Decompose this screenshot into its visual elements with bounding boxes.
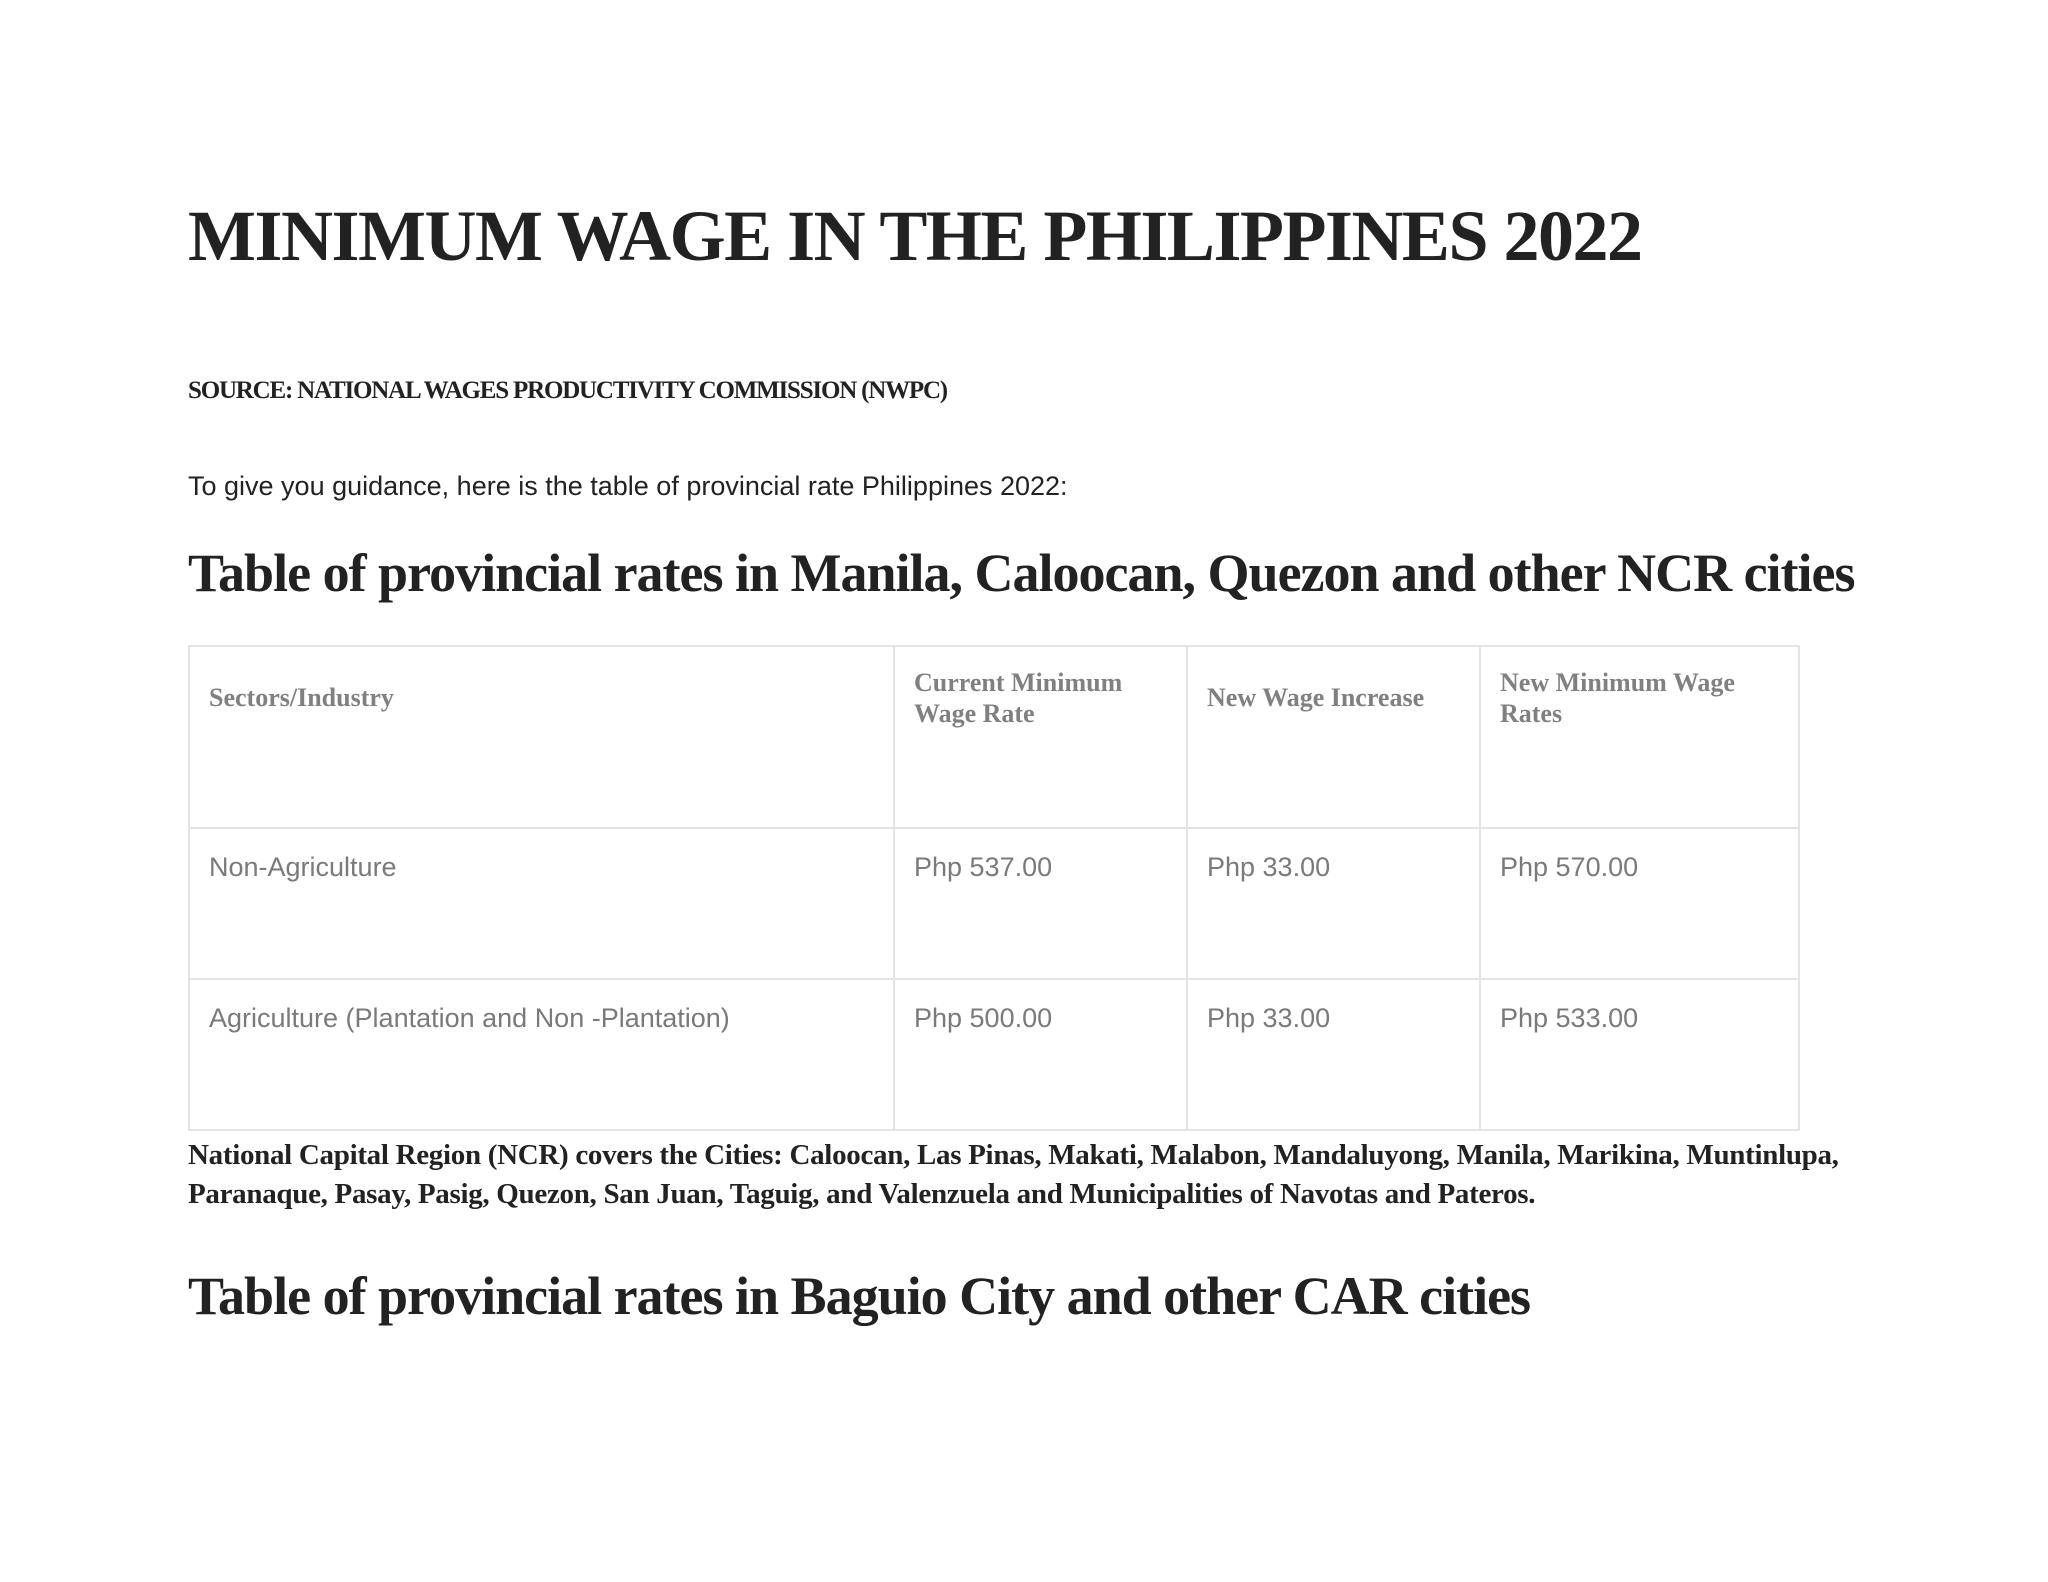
cell-new-rate: Php 570.00 xyxy=(1480,828,1799,979)
page-title: MINIMUM WAGE IN THE PHILIPPINES 2022 xyxy=(188,196,1642,276)
table-row xyxy=(189,828,1799,979)
table-header-row xyxy=(189,646,1799,828)
source-line: SOURCE: NATIONAL WAGES PRODUCTIVITY COMMISSION (NWPC) xyxy=(188,377,947,404)
intro-paragraph: To give you guidance, here is the table of provincial rate Philippines 2022: xyxy=(188,471,1068,501)
ncr-wage-table xyxy=(188,645,1800,1131)
header-current-minimum-wage-rate: Current Minimum Wage Rate xyxy=(894,646,1187,828)
cell-increase: Php 33.00 xyxy=(1187,828,1480,979)
cell-new-rate: Php 533.00 xyxy=(1480,979,1799,1130)
cell-sector: Agriculture (Plantation and Non -Plantation) xyxy=(189,979,894,1130)
header-new-minimum-wage-rates: New Minimum Wage Rates xyxy=(1480,646,1799,828)
cell-current-rate: Php 537.00 xyxy=(894,828,1187,979)
header-sectors-industry: Sectors/Industry xyxy=(189,646,894,828)
ncr-coverage-note: National Capital Region (NCR) covers the Cities: Caloocan, Las Pinas, Makati, Malabon, Mandaluyong, Manila, Marikina, Muntinlupa, Paranaque, Pasay, Pasig, Quezon, San Juan, Taguig, and Valenzuela and Municipalities of Navotas and Pateros. xyxy=(188,1139,1839,1210)
header-new-wage-increase: New Wage Increase xyxy=(1187,646,1480,828)
cell-current-rate: Php 500.00 xyxy=(894,979,1187,1130)
car-section-heading: Table of provincial rates in Baguio City and other CAR cities xyxy=(188,1266,1531,1326)
table-row xyxy=(189,979,1799,1130)
cell-increase: Php 33.00 xyxy=(1187,979,1480,1130)
ncr-section-heading: Table of provincial rates in Manila, Caloocan, Quezon and other NCR cities xyxy=(188,543,1855,603)
cell-sector: Non-Agriculture xyxy=(189,828,894,979)
